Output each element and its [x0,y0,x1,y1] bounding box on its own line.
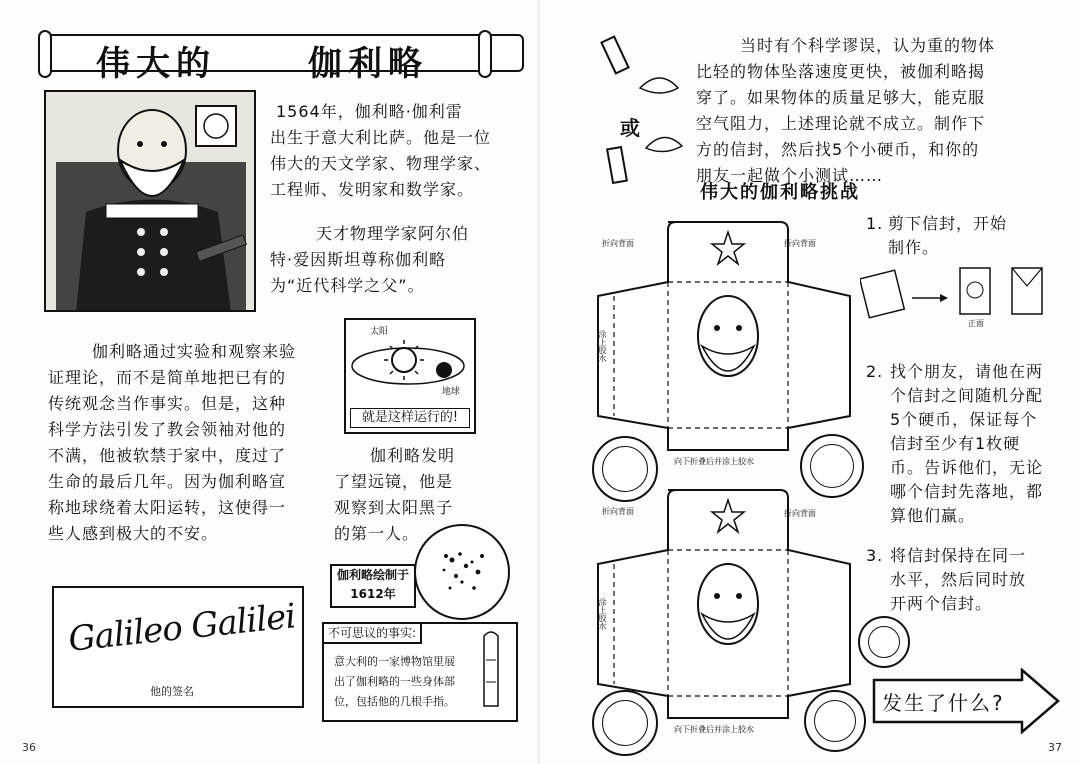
fold-up-label-1: 向下折叠后并涂上胶水 [674,457,754,466]
para-line-5: 方的信封，然后找5个小硬币，和你的 [696,140,980,159]
sun-label: 太阳 [370,327,389,337]
step1-line-1: 剪下信封，开始 [888,214,1008,233]
telescope-line-4: 的第一人。 [334,524,420,543]
body-line-5: 不满，他被软禁于家中，度过了 [48,446,287,465]
step2-line-7: 算他们赢。 [890,506,976,525]
body-line-8: 些人感到极大的不安。 [48,524,219,543]
quote-line-1: 天才物理学家阿尔伯 [316,224,470,243]
fold-up-label-2: 向下折叠后并涂上胶水 [674,725,754,734]
intro-line-1: 1564年，伽利略·伽利雷 [276,102,463,121]
para-line-3: 穿了。如果物体的质量足够大，能克服 [696,88,986,107]
quote-line-3: 为“近代科学之父”。 [270,276,425,295]
step2-line-6: 哪个信封先落地，都 [890,482,1044,501]
fold-side-label-2: 折向背面 [784,509,816,518]
fact-line-2: 出了伽利略的一些身体部 [334,675,455,688]
fold-back-label-2: 折向背面 [602,507,634,516]
intro-line-3: 伟大的天文学家、物理学家、 [270,154,492,173]
step1-number: 1. [866,214,884,233]
sunspot-caption [330,564,416,608]
body-line-4: 科学方法引发了教会领袖对他的 [48,420,287,439]
right-page [540,0,1080,764]
step2-line-4: 信封至少有1枚硬 [890,434,1021,453]
page-number-left: 36 [22,741,36,754]
glue-label-1: 涂上胶水 [598,330,607,362]
coin-5 [858,616,910,668]
fold-side-label-1: 折向背面 [784,239,816,248]
portrait-illustration [46,92,256,312]
what-happens-arrow [872,668,1062,734]
coin-3 [592,690,658,756]
front-label: 正面 [968,319,984,328]
sunspot-drawing [414,524,510,620]
step1-diagram [860,262,1060,332]
step2-line-2: 个信封之间随机分配 [890,386,1044,405]
fact-title: 不可思议的事实: [322,622,422,644]
step2-line-3: 5个硬币，保证每个 [890,410,1038,429]
signature: Galileo Galilei [66,596,297,660]
sunspot-caption-line2: 1612年 [350,587,396,601]
arrow-text: 发生了什么? [882,691,1005,715]
earth-label: 地球 [442,387,461,397]
para-line-2: 比轻的物体坠落速度更快，被伽利略揭 [696,62,986,81]
step3-number: 3. [866,546,884,565]
fact-line-1: 意大利的一家博物馆里展 [334,655,455,668]
telescope-line-3: 观察到太阳黑子 [334,498,454,517]
body-line-3: 传统观念当作事实。但是，这种 [48,394,287,413]
step2-line-1: 找个朋友，请他在两 [890,362,1044,381]
telescope-line-2: 了望远镜，他是 [334,472,454,491]
signature-caption: 他的签名 [150,685,194,698]
or-label: 或 [620,116,640,140]
finger-icon [480,630,502,708]
body-line-7: 称地球绕着太阳运转，这使得一 [48,498,287,517]
coin-4 [804,690,866,752]
quote-line-2: 特·爱因斯坦尊称伽利略 [270,250,447,269]
telescope-line-1: 伽利略发明 [370,446,456,465]
sunspot-caption-line1: 伽利略绘制于 [336,568,409,582]
glue-label-2: 涂上胶水 [598,598,607,630]
step1-line-2: 制作。 [888,238,940,257]
sunspot-dots [416,526,508,618]
scroll-cap-right [478,30,492,78]
page-number-right: 37 [1048,741,1062,754]
fold-back-label-1: 折向背面 [602,239,634,248]
intro-line-4: 工程师、发明家和数学家。 [270,180,475,199]
body-line-1: 伽利略通过实验和观察来验 [92,342,297,361]
step2-number: 2. [866,362,884,381]
fact-box [322,622,518,722]
intro-line-2: 出生于意大利比萨。他是一位 [270,128,492,147]
body-line-2: 证理论，而不是简单地把已有的 [48,368,287,387]
falling-objects-illustration [600,28,690,208]
solar-caption: 就是这样运行的! [350,408,470,428]
galileo-portrait [44,90,256,312]
step3-line-3: 开两个信封。 [890,594,993,613]
title-scroll [44,34,524,84]
scroll-cap-left [38,30,52,78]
step3-line-2: 水平，然后同时放 [890,570,1027,589]
fact-line-3: 位，包括他的几根手指。 [334,695,455,708]
page-title-part1: 伟大的 [96,44,216,84]
solar-system-diagram [344,318,476,434]
body-line-6: 生命的最后几年。因为伽利略宣 [48,472,287,491]
step3-line-1: 将信封保持在同一 [890,546,1027,565]
page-title-part2: 伽利略 [308,44,428,84]
challenge-title: 伟大的伽利略挑战 [700,182,860,203]
para-line-1: 当时有个科学谬误，认为重的物体 [740,36,996,55]
para-line-6: 朋友一起做个小测试…… [696,166,884,185]
step2-line-5: 币。告诉他们，无论 [890,458,1044,477]
para-line-4: 空气阻力，上述理论就不成立。制作下 [696,114,986,133]
